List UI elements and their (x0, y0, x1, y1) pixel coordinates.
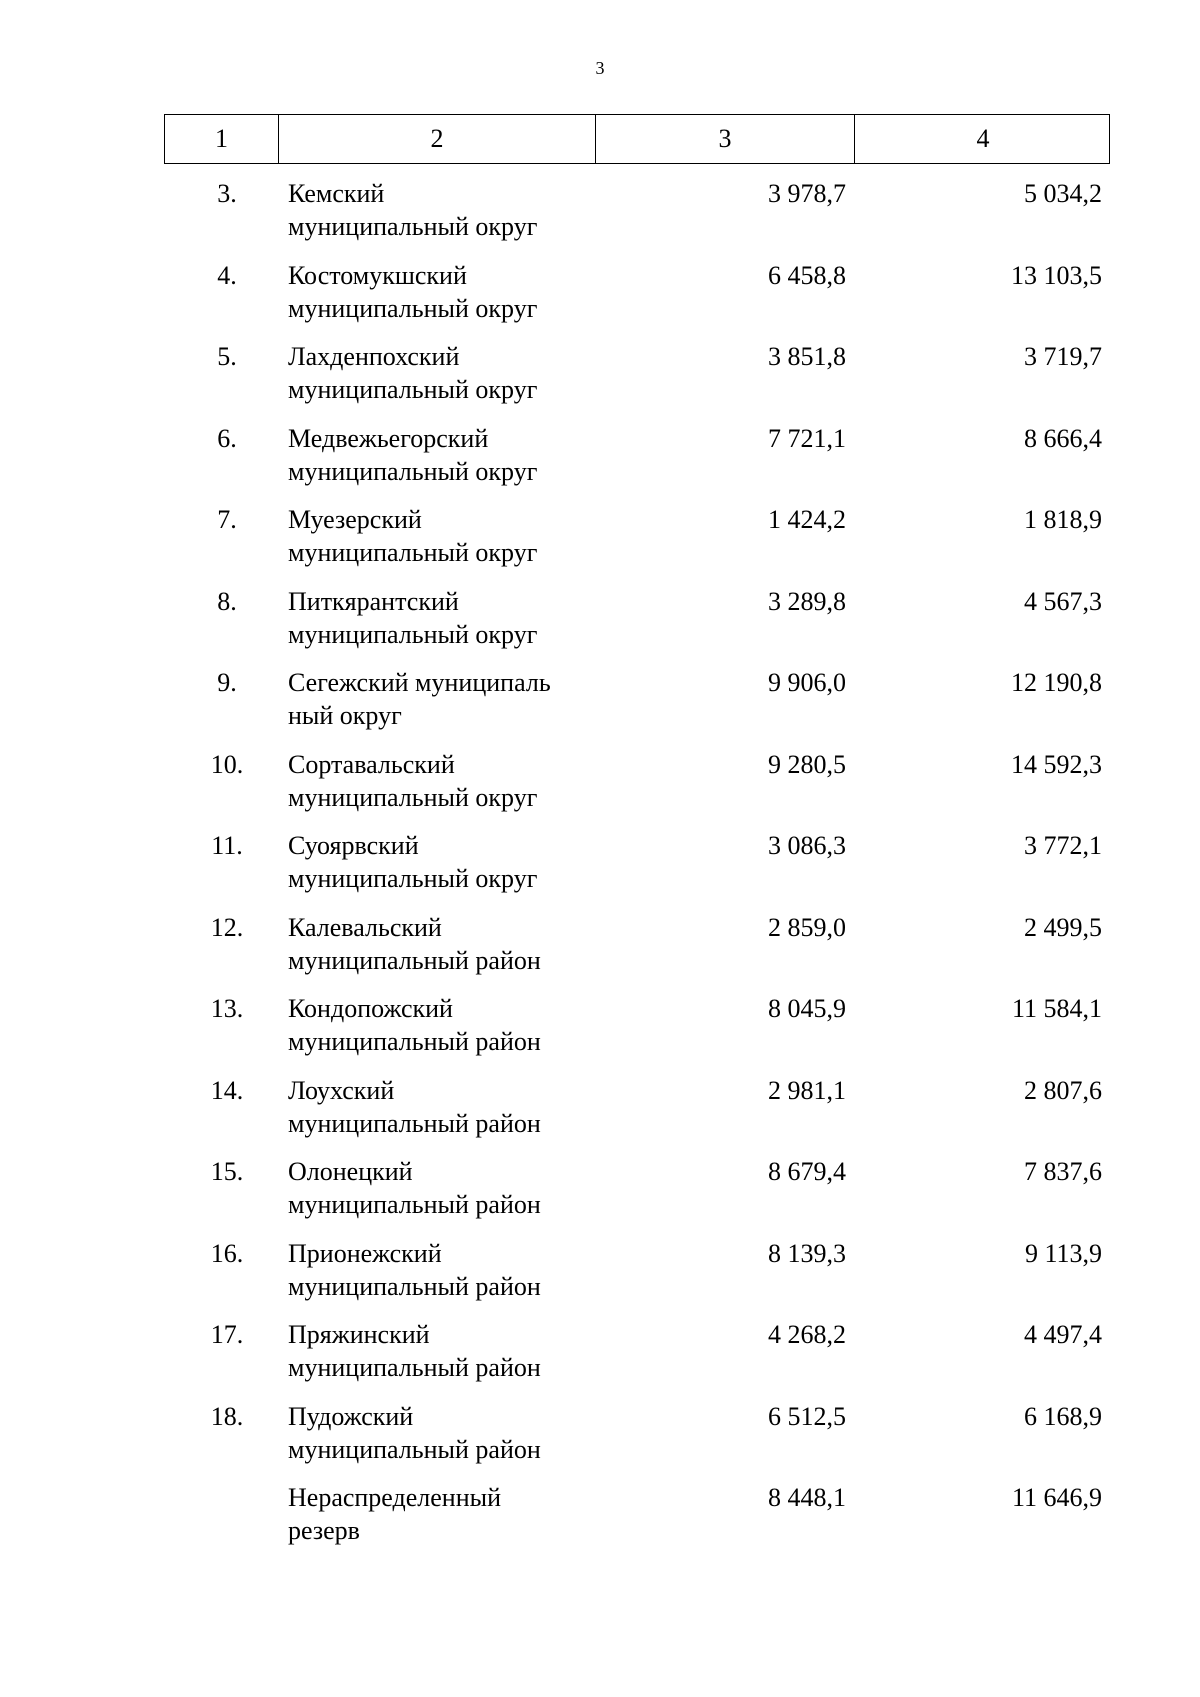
table-row (164, 259, 1110, 341)
table-row (164, 1155, 1110, 1237)
row-name (278, 666, 595, 748)
row-value-col4: 13 103,5 (1011, 260, 1102, 290)
table-row (164, 1074, 1110, 1156)
row-value-col3: 4 268,2 (768, 1320, 846, 1349)
row-value-col3: 1 424,2 (768, 505, 846, 534)
row-number: 17. (210, 1320, 244, 1349)
row-value-col4: 2 807,6 (1024, 1075, 1102, 1105)
row-name-line: Суоярвский (288, 831, 419, 860)
row-value-col4: 14 592,3 (1011, 749, 1102, 779)
table-row (164, 1237, 1110, 1319)
row-value-col4: 3 719,7 (1024, 342, 1102, 371)
row-value-col4: 11 646,9 (1011, 1483, 1102, 1512)
row-number: 13. (210, 994, 244, 1023)
row-name-line: муниципальный округ (288, 375, 538, 404)
row-name-line: Муезерский (288, 505, 422, 534)
row-name-line: Лоухский (288, 1075, 395, 1105)
row-name-line: муниципальный район (288, 1108, 541, 1138)
row-name (278, 748, 595, 830)
row-value-col4: 12 190,8 (1011, 668, 1102, 697)
row-name-line: Пряжинский (288, 1320, 430, 1349)
row-name-line: муниципальный округ (288, 619, 538, 649)
table-row (164, 422, 1110, 504)
row-value-col4: 4 567,3 (1024, 586, 1102, 616)
row-name (278, 911, 595, 993)
row-name-line: муниципальный район (288, 1434, 541, 1464)
row-number: 6. (217, 423, 237, 453)
table-row (164, 829, 1110, 911)
row-name-line: резерв (288, 1516, 360, 1545)
row-value-col4: 11 584,1 (1011, 994, 1102, 1023)
table-row (164, 585, 1110, 667)
row-name (278, 503, 595, 585)
row-name-line: муниципальный округ (288, 456, 538, 486)
row-value-col4: 5 034,2 (1024, 179, 1102, 208)
row-name-line: муниципальный округ (288, 538, 538, 567)
row-value-col4: 4 497,4 (1024, 1320, 1102, 1349)
header-cell-1: 1 (165, 115, 279, 163)
row-number (164, 1481, 278, 1563)
row-value-col3: 2 981,1 (768, 1075, 846, 1105)
row-name (278, 259, 595, 341)
row-name-line: муниципальный район (288, 1190, 541, 1219)
row-number: 11. (211, 831, 243, 860)
header-cell-4: 4 (976, 124, 990, 153)
row-value-col3: 3 086,3 (768, 831, 846, 860)
table-row (164, 177, 1110, 259)
row-number: 10. (210, 749, 244, 779)
row-value-col4: 6 168,9 (1024, 1401, 1102, 1431)
row-name-line: Костомукшский (288, 260, 467, 290)
row-value-col3: 6 512,5 (768, 1401, 846, 1431)
row-number: 7. (217, 505, 237, 534)
row-name-line: Медвежьегорский (288, 423, 489, 453)
table-row (164, 748, 1110, 830)
row-value-col4: 2 499,5 (1024, 912, 1102, 942)
header-cell-2: 2 (279, 115, 596, 163)
row-name (278, 1155, 595, 1237)
row-name-line: муниципальный округ (288, 212, 538, 241)
row-name-line: ный округ (288, 701, 402, 730)
row-number: 4. (217, 260, 237, 290)
row-name-line: Сортавальский (288, 749, 455, 779)
row-name (278, 1400, 595, 1482)
row-value-col4: 9 113,9 (1024, 1238, 1102, 1268)
row-value-col3: 8 139,3 (768, 1238, 846, 1268)
table-header-row (164, 114, 1110, 164)
row-name (278, 422, 595, 504)
table-row (164, 503, 1110, 585)
row-value-col3: 8 045,9 (768, 994, 846, 1023)
row-name-line: Кемский (288, 179, 385, 208)
row-name (278, 177, 595, 259)
distribution-table (164, 114, 1110, 1563)
row-name-line: Пудожский (288, 1401, 414, 1431)
row-name-line: Олонецкий (288, 1157, 413, 1186)
row-name-line: муниципальный район (288, 945, 541, 975)
page-number: 3 (595, 58, 605, 78)
row-value-col3: 7 721,1 (768, 423, 846, 453)
table-body (164, 164, 1110, 1563)
row-name (278, 1481, 595, 1563)
row-name-line: Калевальский (288, 912, 442, 942)
row-value-col4: 7 837,6 (1024, 1157, 1102, 1186)
row-value-col3: 3 851,8 (768, 342, 846, 371)
row-value-col3: 9 906,0 (768, 668, 846, 697)
table-row (164, 1481, 1110, 1563)
row-number: 9. (217, 668, 237, 697)
row-name-line: Кондопожский (288, 994, 453, 1023)
row-number: 3. (217, 179, 237, 208)
row-name-line: муниципальный округ (288, 293, 538, 323)
row-name-line: муниципальный район (288, 1027, 541, 1056)
row-value-col3: 3 289,8 (768, 586, 846, 616)
table-row (164, 992, 1110, 1074)
row-name-line: Сегежский муниципаль (288, 668, 551, 697)
row-name-line: муниципальный округ (288, 864, 538, 893)
table-row (164, 1318, 1110, 1400)
row-name (278, 829, 595, 911)
row-value-col3: 8 448,1 (768, 1483, 846, 1512)
row-name (278, 1318, 595, 1400)
row-value-col3: 6 458,8 (768, 260, 846, 290)
row-number: 14. (210, 1075, 244, 1105)
row-value-col3: 3 978,7 (768, 179, 846, 208)
row-number: 15. (210, 1157, 244, 1186)
row-name-line: Нераспределенный (288, 1483, 502, 1512)
table-row (164, 911, 1110, 993)
table-row (164, 666, 1110, 748)
row-name-line: муниципальный район (288, 1353, 541, 1382)
row-value-col4: 8 666,4 (1024, 423, 1102, 453)
row-name (278, 1237, 595, 1319)
table-row (164, 340, 1110, 422)
row-name (278, 1074, 595, 1156)
row-value-col4: 1 818,9 (1024, 505, 1102, 534)
row-number: 18. (210, 1401, 244, 1431)
row-name-line: Питкярантский (288, 586, 459, 616)
row-name-line: Лахденпохский (288, 342, 460, 371)
row-number: 16. (210, 1238, 244, 1268)
row-value-col3: 9 280,5 (768, 749, 846, 779)
row-name-line: Прионежский (288, 1238, 442, 1268)
row-number: 8. (217, 586, 237, 616)
row-value-col4: 3 772,1 (1024, 831, 1102, 860)
row-name (278, 992, 595, 1074)
row-number: 12. (210, 912, 244, 942)
row-name (278, 585, 595, 667)
row-value-col3: 2 859,0 (768, 912, 846, 942)
row-number: 5. (217, 342, 237, 371)
row-name-line: муниципальный округ (288, 782, 538, 812)
row-name (278, 340, 595, 422)
row-name-line: муниципальный район (288, 1271, 541, 1301)
header-cell-3: 3 (596, 115, 855, 163)
table-row (164, 1400, 1110, 1482)
row-value-col3: 8 679,4 (768, 1157, 846, 1186)
